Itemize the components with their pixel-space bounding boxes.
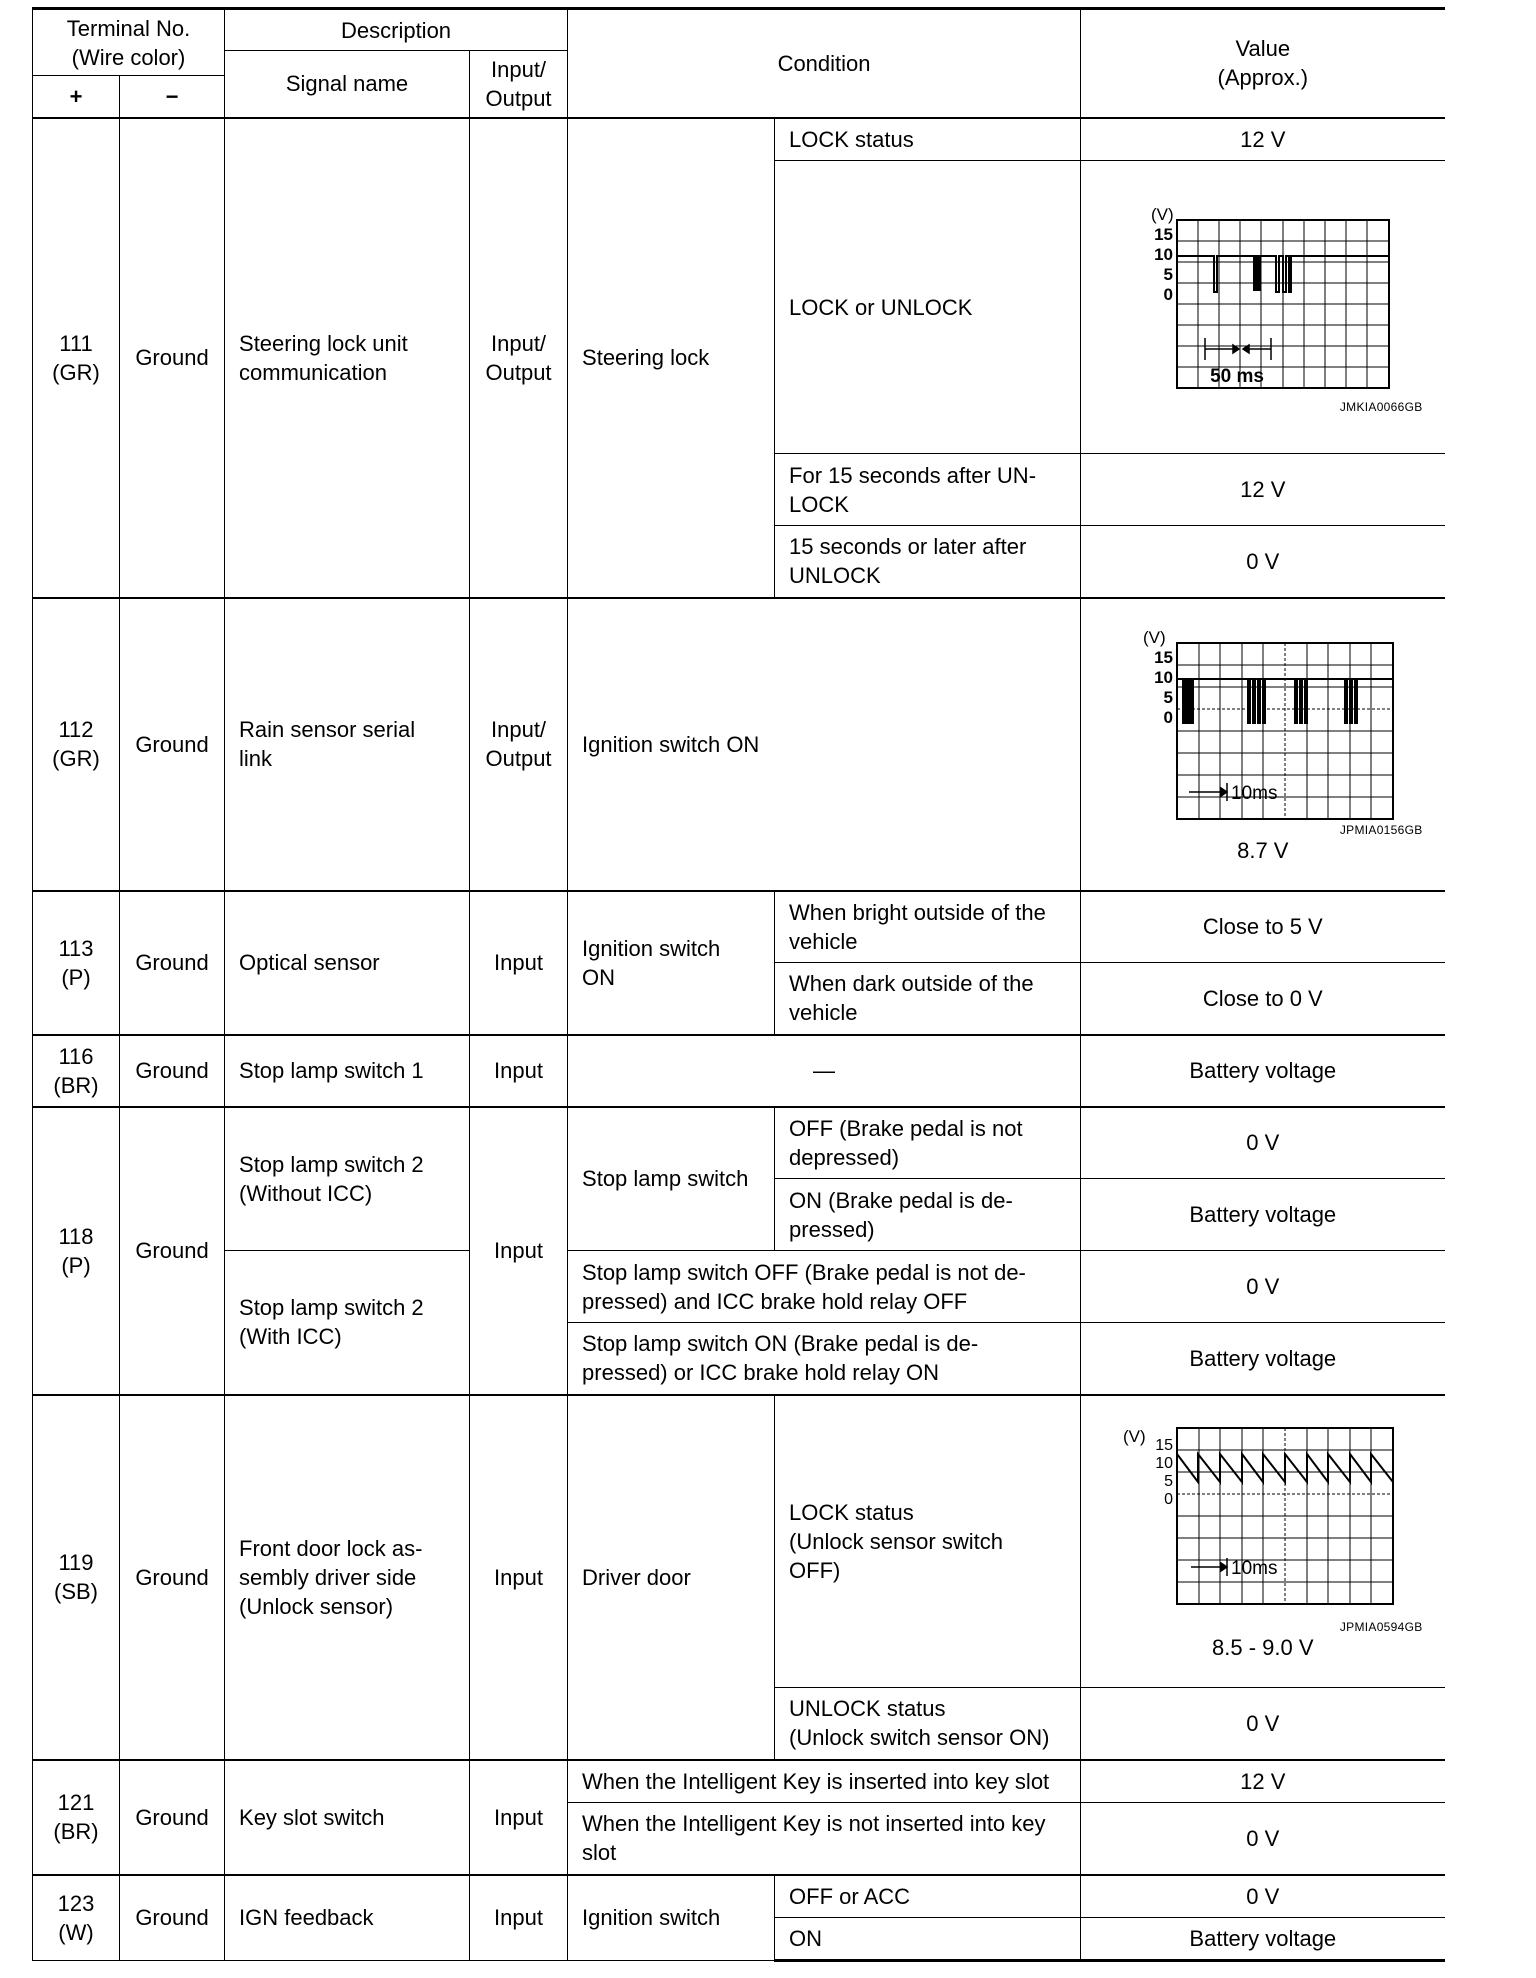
- waveform-112-svg: [1113, 623, 1413, 823]
- terminal-112: 112 (GR): [33, 598, 120, 891]
- value-121-inserted: 12 V: [1081, 1760, 1445, 1803]
- waveform-111-grid: [1177, 220, 1389, 388]
- waveform-111-y10: 10: [1153, 245, 1173, 264]
- ground-118: Ground: [120, 1107, 225, 1395]
- terminal-123: 123 (W): [33, 1875, 120, 1961]
- condition-118-stop-lamp: Stop lamp switch: [568, 1107, 775, 1251]
- subcond-111-15s-after: For 15 seconds after UN- LOCK: [775, 454, 1081, 526]
- signal-111: Steering lock unit communication: [225, 118, 470, 598]
- value-118-on: Battery voltage: [1081, 1179, 1445, 1251]
- subcond-111-lock-unlock: LOCK or UNLOCK: [775, 161, 1081, 454]
- waveform-112-y10: 10: [1153, 668, 1173, 687]
- io-118: Input: [470, 1107, 568, 1395]
- value-119-lock: 8.5 - 9.0 V: [1212, 1635, 1314, 1661]
- condition-113: Ignition switch ON: [568, 891, 775, 1035]
- header-description: Description: [225, 9, 568, 51]
- waveform-119-y0: 0: [1163, 1491, 1173, 1509]
- waveform-111-timescale: 50 ms: [1209, 366, 1264, 387]
- io-111: Input/ Output: [470, 118, 568, 598]
- value-112: 8.7 V: [1237, 838, 1289, 863]
- io-119: Input: [470, 1395, 568, 1760]
- value-112-cell: [1081, 598, 1445, 891]
- waveform-119-code: JPMIA0594GB: [1339, 1620, 1423, 1635]
- value-118-icc-off: 0 V: [1081, 1251, 1445, 1323]
- header-plus: +: [33, 76, 120, 118]
- ground-112: Ground: [120, 598, 225, 891]
- io-116: Input: [470, 1035, 568, 1107]
- signal-121: Key slot switch: [225, 1760, 470, 1875]
- value-118-icc-on: Battery voltage: [1081, 1323, 1445, 1395]
- waveform-119-unit: (V): [1122, 1427, 1146, 1447]
- value-113-dark: Close to 0 V: [1081, 963, 1445, 1035]
- waveform-111-unit: (V): [1150, 205, 1174, 224]
- signal-118-without-icc: Stop lamp switch 2 (Without ICC): [225, 1107, 470, 1251]
- waveform-111-code: JMKIA0066GB: [1339, 400, 1423, 414]
- waveform-119-y15: 15: [1155, 1437, 1173, 1455]
- ground-116: Ground: [120, 1035, 225, 1107]
- waveform-119-y5: 5: [1163, 1473, 1173, 1491]
- terminal-119: 119 (SB): [33, 1395, 120, 1760]
- terminal-table: [32, 7, 1445, 1962]
- waveform-112-code: JPMIA0156GB: [1339, 823, 1423, 837]
- header-terminal: Terminal No. (Wire color): [33, 9, 225, 76]
- waveform-112-unit: (V): [1142, 628, 1166, 647]
- header-minus: −: [120, 76, 225, 118]
- waveform-111-y5: 5: [1163, 265, 1173, 284]
- waveform-112-y5: 5: [1163, 688, 1173, 707]
- waveform-119-y10: 10: [1155, 1455, 1173, 1473]
- terminal-113: 113 (P): [33, 891, 120, 1035]
- subcond-111-15s-later: 15 seconds or later after UNLOCK: [775, 526, 1081, 598]
- value-113-bright: Close to 5 V: [1081, 891, 1445, 963]
- terminal-111: 111 (GR): [33, 118, 120, 598]
- value-118-off: 0 V: [1081, 1107, 1445, 1179]
- waveform-111-svg: [1113, 200, 1413, 400]
- terminal-121: 121 (BR): [33, 1760, 120, 1875]
- value-119-lock-cell: [1081, 1395, 1445, 1688]
- value-123-on: Battery voltage: [1081, 1918, 1445, 1961]
- subcond-121-not-inserted: When the Intelligent Key is not inserted into key slot: [568, 1803, 1081, 1875]
- header-io: Input/ Output: [470, 51, 568, 118]
- subcond-111-lock: LOCK status: [775, 118, 1081, 161]
- subcond-123-on: ON: [775, 1918, 1081, 1961]
- subcond-118-off: OFF (Brake pedal is not depressed): [775, 1107, 1081, 1179]
- signal-112: Rain sensor serial link: [225, 598, 470, 891]
- condition-112: Ignition switch ON: [568, 598, 1081, 891]
- condition-123: Ignition switch: [568, 1875, 775, 1961]
- waveform-111-y15: 15: [1153, 225, 1173, 244]
- signal-113: Optical sensor: [225, 891, 470, 1035]
- waveform-112: [1085, 623, 1441, 865]
- header-value: Value (Approx.): [1081, 9, 1445, 118]
- waveform-112-y15: 15: [1153, 648, 1173, 667]
- io-123: Input: [470, 1875, 568, 1961]
- waveform-112-y0: 0: [1163, 708, 1173, 727]
- header-signal-name: Signal name: [225, 51, 470, 118]
- signal-123: IGN feedback: [225, 1875, 470, 1961]
- ground-113: Ground: [120, 891, 225, 1035]
- value-111-15s-after: 12 V: [1081, 454, 1445, 526]
- signal-119: Front door lock as- sembly driver side (Unlock sensor): [225, 1395, 470, 1760]
- terminal-table-sheet: [32, 7, 1444, 1962]
- subcond-118-icc-off: Stop lamp switch OFF (Brake pedal is not de- pressed) and ICC brake hold relay OFF: [568, 1251, 1081, 1323]
- io-113: Input: [470, 891, 568, 1035]
- subcond-119-lock: LOCK status (Unlock sensor switch OFF): [775, 1395, 1081, 1688]
- value-123-off-acc: 0 V: [1081, 1875, 1445, 1918]
- ground-119: Ground: [120, 1395, 225, 1760]
- waveform-119: [1085, 1420, 1441, 1662]
- subcond-118-on: ON (Brake pedal is de- pressed): [775, 1179, 1081, 1251]
- subcond-123-off-acc: OFF or ACC: [775, 1875, 1081, 1918]
- io-112: Input/ Output: [470, 598, 568, 891]
- io-121: Input: [470, 1760, 568, 1875]
- value-111-lock: 12 V: [1081, 118, 1445, 161]
- subcond-121-inserted: When the Intelligent Key is inserted into key slot: [568, 1760, 1081, 1803]
- terminal-118: 118 (P): [33, 1107, 120, 1395]
- subcond-119-unlock: UNLOCK status (Unlock switch sensor ON): [775, 1688, 1081, 1760]
- value-121-not-inserted: 0 V: [1081, 1803, 1445, 1875]
- waveform-119-time-marker: [1191, 1558, 1227, 1576]
- waveform-119-timescale: 10ms: [1230, 1558, 1278, 1580]
- header-condition: Condition: [568, 9, 1081, 118]
- waveform-111-y0: 0: [1163, 285, 1173, 304]
- subcond-113-dark: When dark outside of the vehicle: [775, 963, 1081, 1035]
- condition-111: Steering lock: [568, 118, 775, 598]
- waveform-119-svg: [1113, 1420, 1413, 1620]
- signal-118-with-icc: Stop lamp switch 2 (With ICC): [225, 1251, 470, 1395]
- value-116: Battery voltage: [1081, 1035, 1445, 1107]
- ground-123: Ground: [120, 1875, 225, 1961]
- ground-121: Ground: [120, 1760, 225, 1875]
- waveform-112-timescale: 10ms: [1230, 783, 1278, 804]
- waveform-111: [1085, 200, 1441, 414]
- value-111-15s-later: 0 V: [1081, 526, 1445, 598]
- waveform-111-trace: [1177, 256, 1389, 292]
- subcond-113-bright: When bright outside of the vehicle: [775, 891, 1081, 963]
- value-119-unlock: 0 V: [1081, 1688, 1445, 1760]
- condition-119: Driver door: [568, 1395, 775, 1760]
- ground-111: Ground: [120, 118, 225, 598]
- value-111-waveform-cell: [1081, 161, 1445, 454]
- subcond-118-icc-on: Stop lamp switch ON (Brake pedal is de- pressed) or ICC brake hold relay ON: [568, 1323, 1081, 1395]
- signal-116: Stop lamp switch 1: [225, 1035, 470, 1107]
- condition-116: —: [568, 1035, 1081, 1107]
- waveform-112-time-marker: [1189, 783, 1227, 801]
- waveform-119-trace: [1177, 1454, 1393, 1482]
- terminal-116: 116 (BR): [33, 1035, 120, 1107]
